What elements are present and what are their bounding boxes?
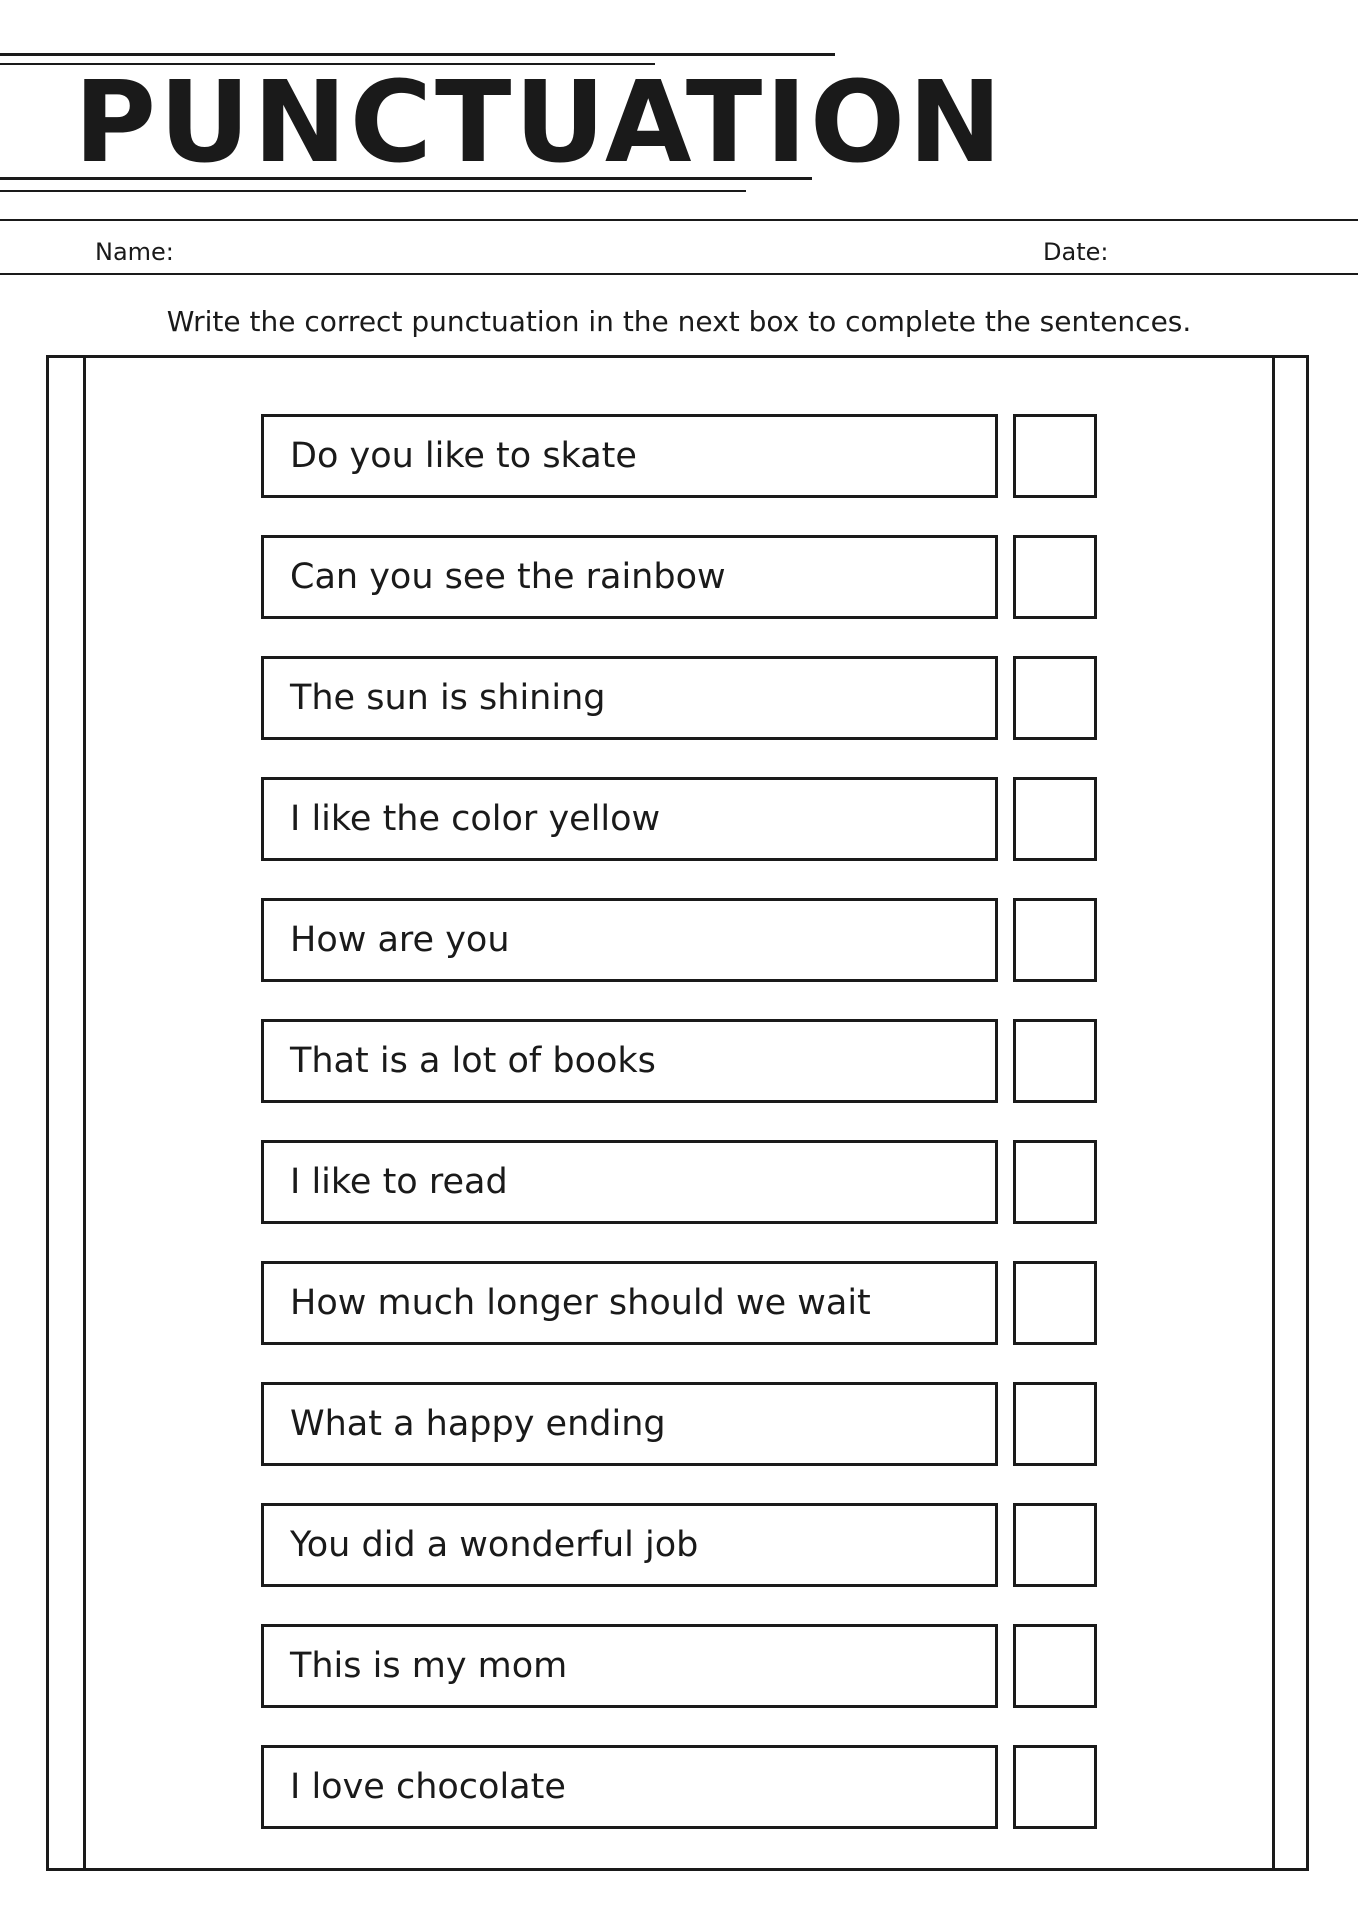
answer-box[interactable] bbox=[1013, 1140, 1097, 1224]
sentence-row bbox=[261, 1624, 1097, 1708]
answer-box[interactable] bbox=[1013, 777, 1097, 861]
sentence-text: What a happy ending bbox=[261, 1382, 998, 1466]
answer-box[interactable] bbox=[1013, 414, 1097, 498]
sentence-row bbox=[261, 1140, 1097, 1224]
title-top-line bbox=[0, 53, 835, 56]
frame-inner-left-line bbox=[83, 355, 86, 1871]
sentence-text: How much longer should we wait bbox=[261, 1261, 998, 1345]
page-title: PUNCTUATION bbox=[74, 58, 1005, 188]
answer-box[interactable] bbox=[1013, 1261, 1097, 1345]
sentence-row bbox=[261, 656, 1097, 740]
answer-box[interactable] bbox=[1013, 1382, 1097, 1466]
header-bottom-rule bbox=[0, 273, 1358, 275]
sentence-row bbox=[261, 414, 1097, 498]
sentence-text: I like the color yellow bbox=[261, 777, 998, 861]
sentence-text: The sun is shining bbox=[261, 656, 998, 740]
header-top-rule bbox=[0, 219, 1358, 221]
sentence-row bbox=[261, 1019, 1097, 1103]
frame-inner-right-line bbox=[1272, 355, 1275, 1871]
name-label: Name: bbox=[95, 238, 174, 266]
answer-box[interactable] bbox=[1013, 535, 1097, 619]
sentence-row bbox=[261, 898, 1097, 982]
answer-box[interactable] bbox=[1013, 898, 1097, 982]
sentence-text: I like to read bbox=[261, 1140, 998, 1224]
sentence-text: You did a wonderful job bbox=[261, 1503, 998, 1587]
sentence-text: How are you bbox=[261, 898, 998, 982]
sentence-row bbox=[261, 1382, 1097, 1466]
answer-box[interactable] bbox=[1013, 1745, 1097, 1829]
sentence-row bbox=[261, 1745, 1097, 1829]
title-bottom-line-2 bbox=[0, 190, 746, 192]
answer-box[interactable] bbox=[1013, 1624, 1097, 1708]
answer-box[interactable] bbox=[1013, 1503, 1097, 1587]
sentence-row bbox=[261, 1503, 1097, 1587]
date-label: Date: bbox=[1043, 238, 1109, 266]
answer-box[interactable] bbox=[1013, 656, 1097, 740]
sentence-text: Can you see the rainbow bbox=[261, 535, 998, 619]
instructions: Write the correct punctuation in the next box to complete the sentences. bbox=[166, 305, 1192, 338]
sentence-text: That is a lot of books bbox=[261, 1019, 998, 1103]
sentence-text: This is my mom bbox=[261, 1624, 998, 1708]
sentence-text: Do you like to skate bbox=[261, 414, 998, 498]
answer-box[interactable] bbox=[1013, 1019, 1097, 1103]
sentence-row bbox=[261, 777, 1097, 861]
sentence-row bbox=[261, 1261, 1097, 1345]
sentence-text: I love chocolate bbox=[261, 1745, 998, 1829]
sentence-row bbox=[261, 535, 1097, 619]
